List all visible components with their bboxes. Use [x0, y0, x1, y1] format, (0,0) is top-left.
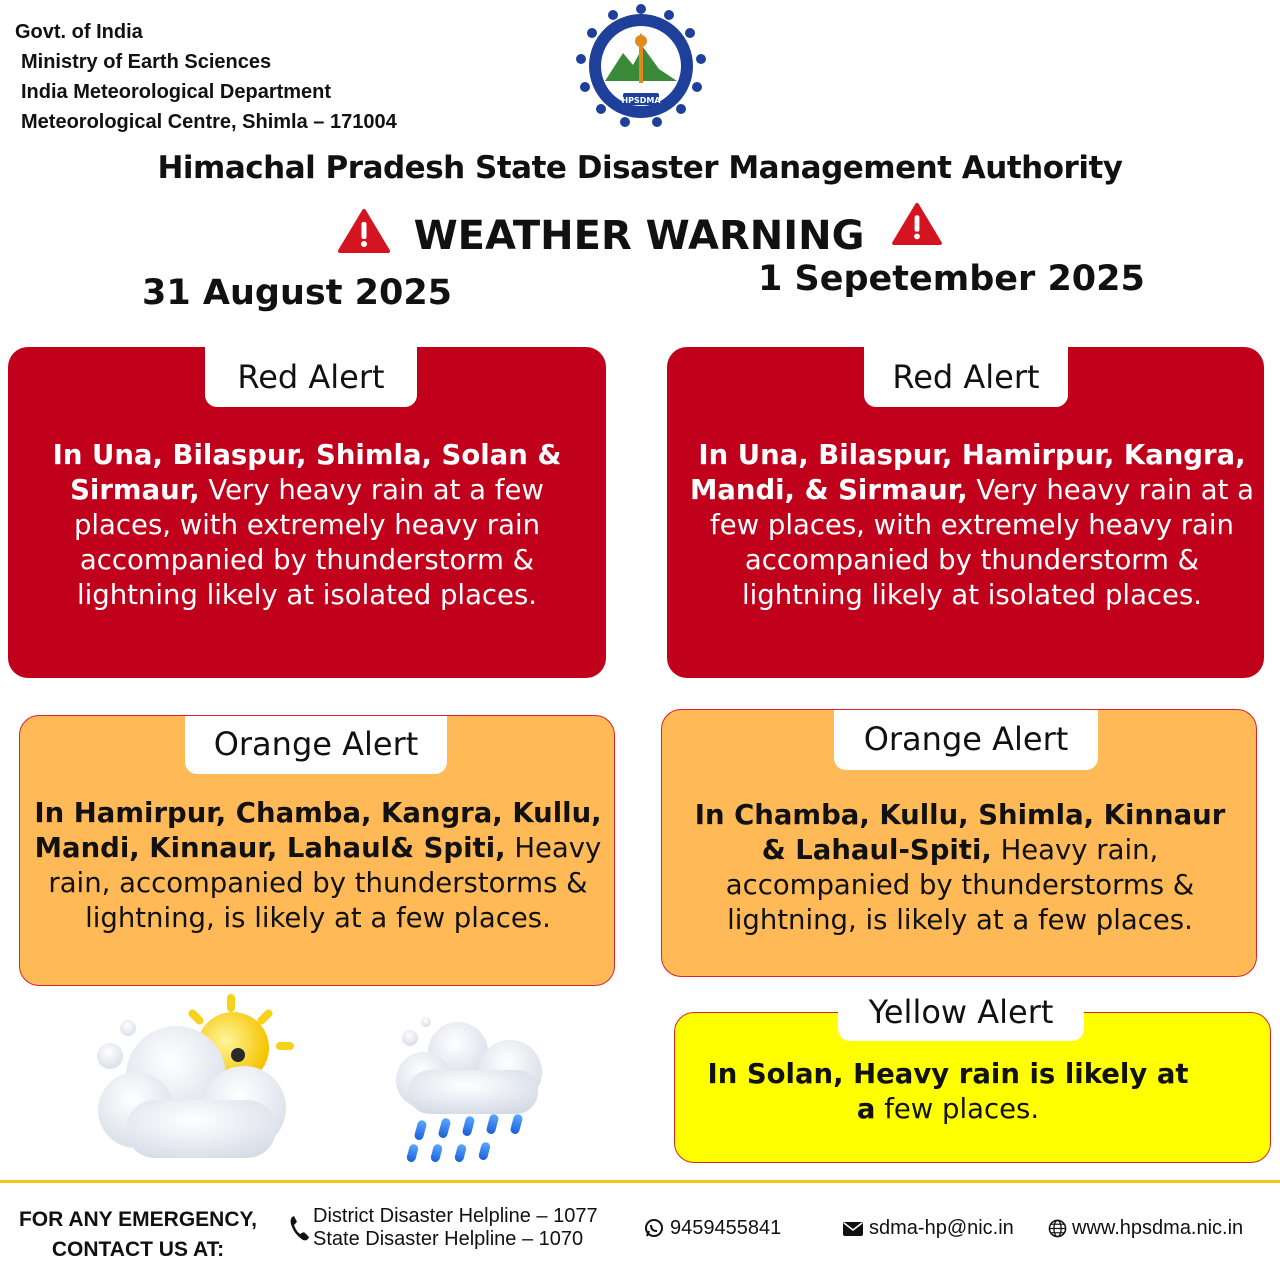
department-line: India Meteorological Department [21, 81, 332, 103]
yellow-alert-description: few places. [875, 1093, 1040, 1125]
whatsapp-number[interactable]: 9459455841 [670, 1217, 782, 1239]
orange-alert-districts: In Hamirpur, Chamba, Kangra, Kullu, Mandi, Kinnaur, Lahaul& Spiti, [34, 797, 602, 864]
footer-divider [0, 1180, 1280, 1183]
yellow-alert-districts: In Solan, Heavy rain is likely at a [707, 1058, 1189, 1125]
emergency-line-1: FOR ANY EMERGENCY, [18, 1208, 258, 1231]
yellow-alert-label: Yellow Alert [838, 983, 1084, 1041]
red-alert-text [38, 438, 576, 613]
red-alert-districts: In Una, Bilaspur, Hamirpur, Kangra, Mandi, & Sirmaur, [689, 439, 1246, 506]
logo-text: HPSDMA [621, 96, 661, 105]
yellow-alert-card-day2 [674, 993, 1271, 1163]
warning-triangle-icon [338, 208, 390, 264]
red-alert-description: Very heavy rain at a few places, with extremely heavy rain accompanied by thunderstorm & lightning likely at isolated places. [710, 474, 1255, 611]
orange-alert-text [692, 798, 1228, 938]
warning-title: WEATHER WARNING [413, 213, 865, 259]
email-link[interactable]: sdma-hp@nic.in [869, 1217, 1014, 1239]
orange-alert-card-day1 [19, 715, 615, 986]
orange-alert-label: Orange Alert [185, 716, 447, 774]
red-alert-card-day1 [8, 347, 606, 678]
emergency-line-2: CONTACT US AT: [51, 1238, 225, 1261]
orange-alert-text [26, 796, 610, 936]
hpsdma-logo [573, 3, 709, 129]
warning-triangle-icon [892, 202, 942, 256]
red-alert-card-day2 [667, 347, 1264, 678]
date-day1: 31 August 2025 [142, 273, 453, 313]
warning-heading [0, 208, 1280, 264]
govt-line: Govt. of India [15, 21, 143, 43]
orange-alert-description: Heavy rain, accompanied by thunderstorms & lightning, is likely at a few places. [48, 832, 602, 934]
red-alert-description: Very heavy rain at a few places, with extremely heavy rain accompanied by thunderstorm & lightning likely at isolated places. [73, 474, 544, 611]
red-alert-label: Red Alert [205, 347, 417, 407]
red-alert-label: Red Alert [864, 347, 1068, 407]
phone-icon [288, 1214, 310, 1242]
red-alert-text [689, 438, 1255, 613]
emergency-label [8, 1205, 268, 1265]
centre-line: Meteorological Centre, Shimla – 171004 [21, 111, 397, 133]
envelope-icon [843, 1221, 863, 1235]
district-helpline[interactable]: District Disaster Helpline – 1077 [313, 1205, 598, 1227]
sun-behind-cloud-icon [86, 990, 306, 1170]
orange-alert-label: Orange Alert [834, 710, 1098, 770]
date-day2: 1 Sepetember 2025 [758, 259, 1145, 299]
yellow-alert-text [695, 1057, 1201, 1127]
globe-icon [1048, 1219, 1067, 1238]
state-helpline[interactable]: State Disaster Helpline – 1070 [313, 1228, 584, 1250]
orange-alert-districts: In Chamba, Kullu, Shimla, Kinnaur & Lahaul-Spiti, [694, 799, 1226, 866]
whatsapp-icon [644, 1218, 664, 1238]
orange-alert-description: Heavy rain, accompanied by thunderstorms & lightning, is likely at a few places. [725, 834, 1195, 936]
authority-title: Himachal Pradesh State Disaster Management Authority [157, 150, 1123, 186]
red-alert-districts: In Una, Bilaspur, Shimla, Solan & Sirmaur, [52, 439, 562, 506]
website-link[interactable]: www.hpsdma.nic.in [1072, 1217, 1244, 1239]
ministry-line: Ministry of Earth Sciences [21, 51, 272, 73]
orange-alert-card-day2 [661, 709, 1257, 977]
rain-cloud-icon [388, 1010, 548, 1170]
